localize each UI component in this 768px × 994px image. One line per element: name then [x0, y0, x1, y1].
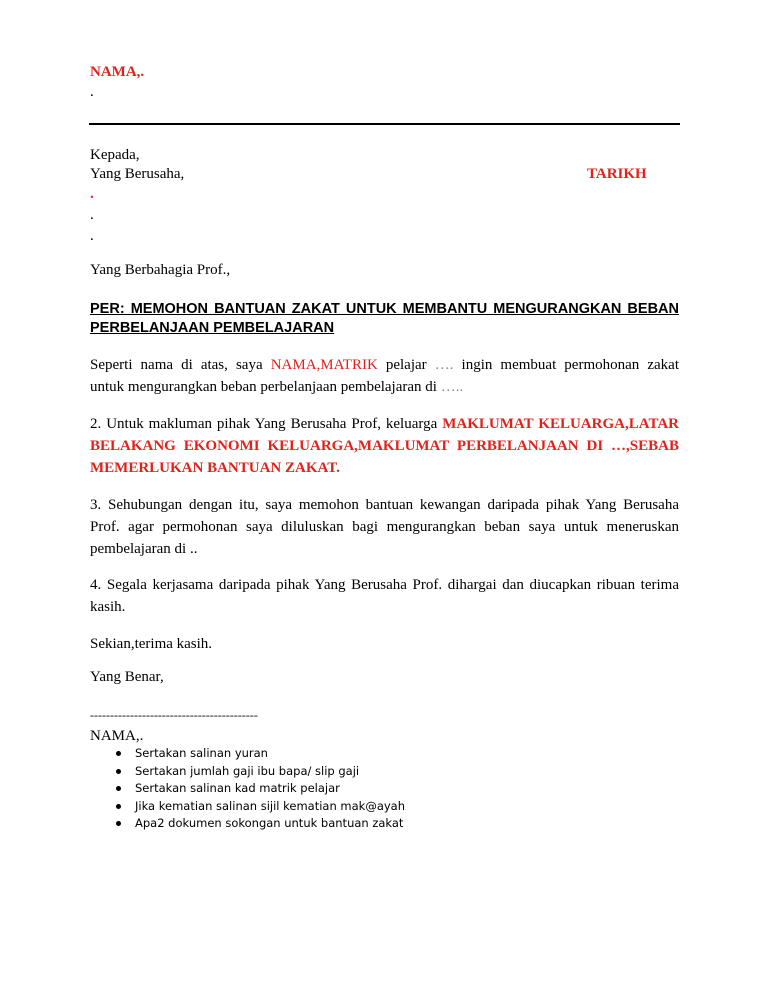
attachment-item: Sertakan salinan kad matrik pelajar — [113, 780, 405, 798]
attachment-item: Sertakan salinan yuran — [113, 745, 405, 763]
paragraph-3 — [90, 494, 679, 560]
recipient-address-dot-2: . — [90, 228, 94, 244]
attachment-item: Jika kematian salinan sijil kematian mak@ayah — [113, 798, 405, 816]
para4-line-2: kasih. — [90, 599, 126, 615]
signature-line: ------------------------------------------ — [90, 708, 258, 722]
para1-nama-matrik: NAMA,MATRIK — [270, 357, 378, 373]
paragraph-2 — [90, 413, 679, 479]
attachment-item: Apa2 dokumen sokongan untuk bantuan zakat — [113, 815, 405, 833]
sender-name: NAMA,. — [90, 64, 145, 80]
salutation: Yang Berbahagia Prof., — [90, 262, 231, 278]
closing-sekian: Sekian,terima kasih. — [90, 636, 213, 652]
para1-text-b: pelajar — [377, 357, 435, 373]
attachment-list — [113, 745, 405, 833]
kepada-label: Kepada, — [90, 147, 140, 163]
paragraph-1 — [90, 354, 679, 398]
subject-line-1: PER: MEMOHON BANTUAN ZAKAT UNTUK MEMBANTU MENGURANGKAN BEBAN — [90, 301, 679, 317]
para2-red-3: MEMERLUKAN BANTUAN ZAKAT. — [90, 460, 340, 476]
attachment-item: Sertakan jumlah gaji ibu bapa/ slip gaji — [113, 763, 405, 781]
date-label: TARIKH — [587, 166, 647, 182]
paragraph-4 — [90, 574, 679, 618]
para1-dots-1: …. — [434, 357, 454, 373]
subject-line — [90, 300, 679, 338]
sender-address-dot: . — [90, 84, 94, 100]
header-divider — [89, 123, 680, 125]
signatory-name: NAMA,. — [90, 728, 144, 744]
recipient-address-dot-1: . — [90, 207, 94, 223]
para1-text-a: Seperti nama di atas, saya — [90, 357, 271, 373]
para4-line-1: 4. Segala kerjasama daripada pihak Yang Berusaha Prof. dihargai dan diucapkan ribuan terima — [90, 577, 679, 593]
closing-yang-benar: Yang Benar, — [90, 669, 164, 685]
para3-line-3: pembelajaran di .. — [90, 541, 198, 557]
recipient-address-red-dot: . — [90, 186, 94, 202]
para3-line-2: Prof. agar permohonan saya diluluskan bagi mengurangkan beban saya untuk meneruskan — [90, 519, 679, 535]
para1-dots-2: ….. — [440, 379, 464, 395]
para2-text-a: 2. Untuk makluman pihak Yang Berusaha Prof, keluarga — [90, 416, 443, 432]
para2-red-2: BELAKANG EKONOMI KELUARGA,MAKLUMAT PERBELANJAAN DI …,SEBAB — [90, 438, 679, 454]
para1-text-d: untuk mengurangkan beban perbelanjaan pembelajaran di — [90, 379, 441, 395]
para1-text-c: ingin membuat permohonan zakat — [453, 357, 679, 373]
para3-line-1: 3. Sehubungan dengan itu, saya memohon bantuan kewangan daripada pihak Yang Berusaha — [90, 497, 679, 513]
subject-line-2: PERBELANJAAN PEMBELAJARAN — [90, 320, 335, 336]
recipient-title: Yang Berusaha, — [90, 166, 185, 182]
para2-red-1: MAKLUMAT KELUARGA,LATAR — [442, 416, 680, 432]
